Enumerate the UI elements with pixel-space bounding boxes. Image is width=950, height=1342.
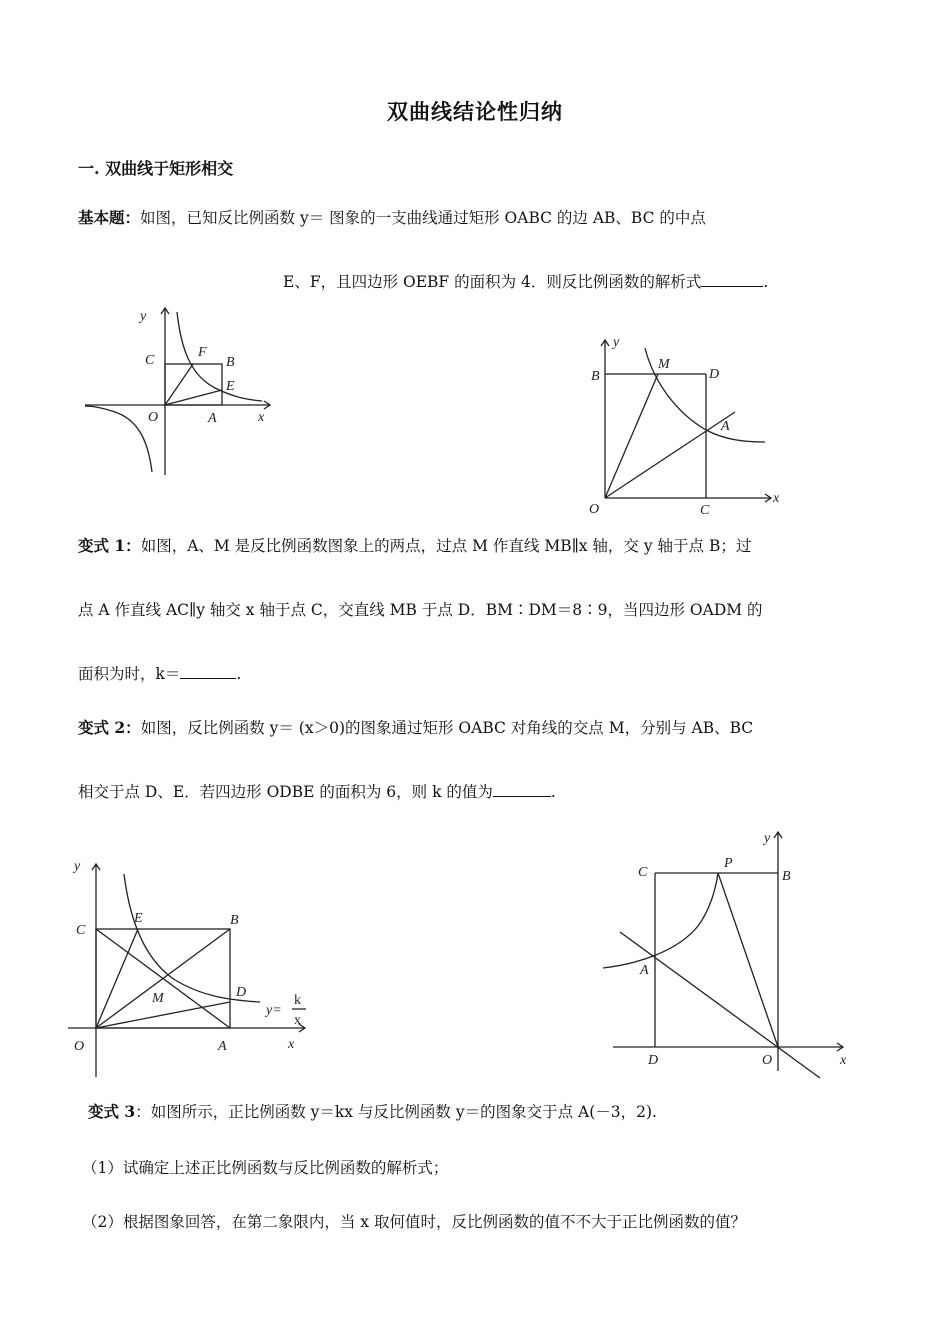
hyperbola-curve: [603, 873, 718, 968]
variant-3-label: 变式 3: [88, 1102, 136, 1121]
variant-1-text3: 面积为时，k＝: [78, 665, 181, 683]
label-x: x: [288, 1037, 295, 1052]
variant-1-line2: 点 A 作直线 AC∥y 轴交 x 轴于点 C，交直线 MB 于点 D．BM∶DM＝8∶9，当四边形 OADM 的: [78, 601, 763, 619]
basic-problem-line1: [78, 206, 706, 230]
segment-OM: [605, 374, 658, 498]
hyperbola-branch-3: [85, 406, 152, 472]
label-C: C: [76, 923, 86, 938]
label-B: B: [591, 369, 600, 384]
section-heading: 一. 双曲线于矩形相交: [78, 159, 234, 178]
equation-y: y=: [266, 1003, 282, 1018]
label-D: D: [648, 1053, 659, 1068]
label-M: M: [658, 357, 670, 372]
variant-2-text1: 如图，反比例函数 y＝ (x＞0)的图象通过矩形 OABC 对角线的交点 M，分别与 AB、BC: [140, 719, 754, 737]
answer-blank[interactable]: [701, 270, 763, 287]
label-y: y: [140, 309, 147, 324]
label-A: A: [218, 1039, 227, 1054]
label-E: E: [226, 379, 235, 394]
label-y: y: [613, 335, 620, 350]
label-C: C: [145, 353, 155, 368]
label-y: y: [764, 831, 771, 846]
basic-problem-text2: E、F，且四边形 OEBF 的面积为 4．则反比例函数的解析式: [283, 273, 702, 291]
segment-OA-extended: [605, 412, 735, 498]
figure-2-quadrilateral-OADM: [585, 330, 785, 518]
variant-2-label: 变式 2：: [78, 718, 141, 737]
variant-3-text1: ：如图所示，正比例函数 y＝kx 与反比例函数 y＝的图象交于点 A(－3，2).: [135, 1103, 657, 1121]
label-B: B: [230, 913, 239, 928]
label-A: A: [721, 419, 730, 434]
variant-3-question-2: （2）根据图象回答，在第二象限内，当 x 取何值时，反比例函数的值不不大于正比例函数的值？: [82, 1213, 746, 1231]
segment-PO: [718, 873, 778, 1047]
basic-problem-label: 基本题：: [78, 208, 141, 227]
label-O: O: [589, 502, 600, 517]
label-P: P: [724, 856, 733, 871]
variant-2-text2: 相交于点 D、E．若四边形 ODBE 的面积为 6，则 k 的值为: [78, 783, 493, 801]
figure-3-rectangle-diagonals: [60, 852, 320, 1082]
label-A: A: [640, 963, 649, 978]
label-O: O: [74, 1039, 85, 1054]
period: .: [236, 665, 242, 683]
variant-3-question-1: （1）试确定上述正比例函数与反比例函数的解析式；: [82, 1159, 449, 1177]
page-title: 双曲线结论性归纳: [387, 99, 563, 124]
label-F: F: [198, 345, 207, 360]
basic-problem-text1: 如图，已知反比例函数 y＝ 图象的一支曲线通过矩形 OABC 的边 AB、BC 的中点: [140, 209, 706, 227]
label-B: B: [226, 355, 235, 370]
variant-1-text1: 如图，A、M 是反比例函数图象上的两点，过点 M 作直线 MB∥x 轴，交 y 轴于点 B；过: [140, 537, 752, 555]
period: .: [763, 273, 769, 291]
variant-1-line3: [78, 662, 241, 686]
variant-2-line2: [78, 780, 556, 804]
variant-2-line1: [78, 716, 753, 740]
label-C: C: [638, 865, 648, 880]
hyperbola-branch-1: [177, 312, 262, 401]
label-E: E: [134, 911, 143, 926]
label-D: D: [236, 985, 247, 1000]
label-D: D: [709, 367, 720, 382]
figure-1-hyperbola-rectangle: [80, 300, 280, 480]
label-A: A: [208, 411, 217, 426]
answer-blank[interactable]: [493, 780, 551, 797]
equation-numerator: k: [294, 993, 301, 1008]
hyperbola-curve: [124, 874, 260, 1002]
variant-1-line1: [78, 534, 751, 558]
label-x: x: [773, 491, 780, 506]
rectangle-OABC: [165, 364, 222, 405]
label-O: O: [148, 410, 159, 425]
label-x: x: [258, 410, 265, 425]
label-O: O: [762, 1053, 773, 1068]
basic-problem-line2: [283, 270, 768, 294]
equation-denominator: x: [294, 1013, 301, 1028]
label-B: B: [782, 869, 791, 884]
answer-blank[interactable]: [180, 662, 236, 679]
variant-1-label: 变式 1：: [78, 536, 141, 555]
label-x: x: [840, 1053, 847, 1068]
label-C: C: [700, 503, 710, 518]
label-M: M: [152, 991, 164, 1006]
figure-4-hyperbola-second-quadrant: [598, 826, 858, 1086]
variant-3-line1: [88, 1100, 657, 1124]
label-y: y: [74, 859, 81, 874]
period: .: [550, 783, 556, 801]
